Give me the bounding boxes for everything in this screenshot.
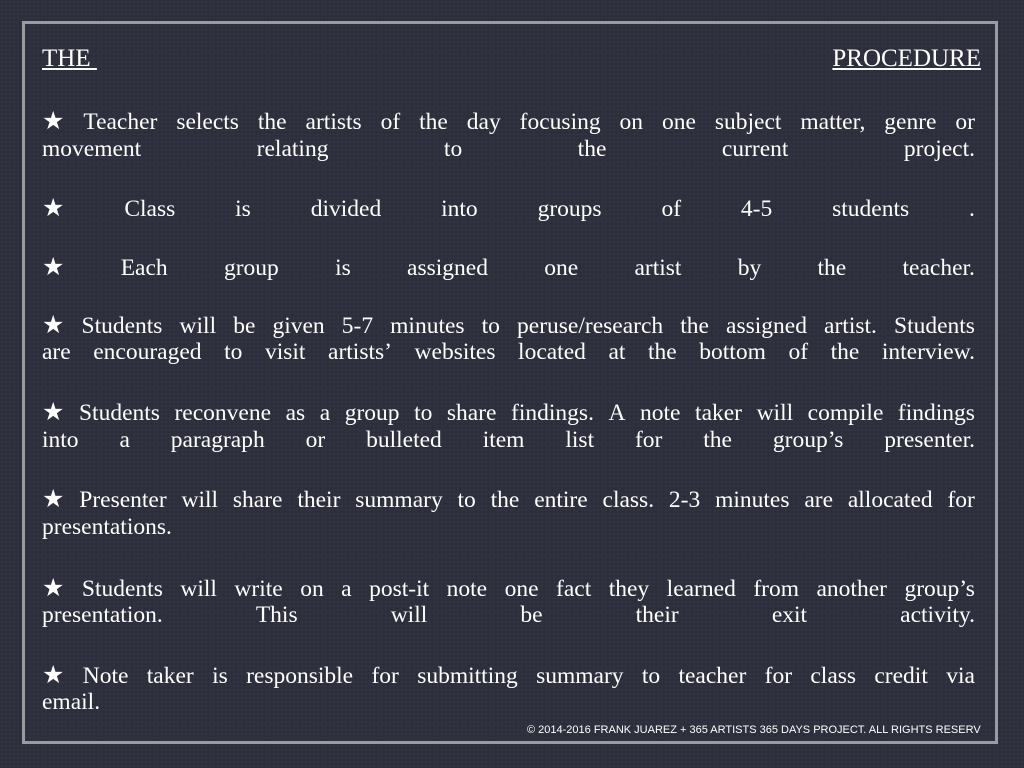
word: 4-5: [740, 196, 773, 222]
word: to: [224, 339, 243, 365]
word: artists’: [328, 339, 392, 365]
word: groups: [537, 196, 602, 222]
word: another: [816, 576, 887, 602]
word: bottom: [699, 339, 766, 365]
word: students: [832, 196, 910, 222]
word: to: [481, 313, 500, 339]
word: to: [641, 663, 661, 689]
word: teacher: [678, 663, 747, 689]
word: or: [955, 109, 975, 135]
word: the: [577, 136, 607, 162]
word: from: [753, 576, 799, 602]
word: Note: [82, 663, 129, 689]
word: A: [608, 400, 626, 426]
word: current: [721, 136, 789, 162]
word: at: [608, 339, 626, 365]
word: Students: [81, 313, 163, 339]
word: group’s: [904, 576, 975, 602]
word: to: [457, 487, 476, 513]
word: summary: [355, 487, 443, 513]
word: the: [817, 255, 847, 281]
word: their: [297, 487, 341, 513]
word: write: [234, 576, 283, 602]
word: for: [947, 487, 975, 513]
star-bullet-icon: ★: [42, 108, 65, 135]
bullet-5-line-1: [42, 397, 975, 427]
word: class.: [602, 487, 655, 513]
word: 2-3: [668, 487, 701, 513]
word: Students: [894, 313, 975, 339]
word: on: [300, 576, 324, 602]
word: for: [764, 663, 793, 689]
word: of: [788, 339, 809, 365]
star-bullet-icon: ★: [42, 312, 65, 339]
word: presenter.: [884, 427, 975, 453]
word: the: [419, 109, 448, 135]
word: via: [946, 663, 975, 689]
word: learned: [666, 576, 736, 602]
word: bulleted: [366, 427, 442, 453]
word: will: [181, 487, 219, 513]
bullet-5-line-2: [42, 427, 975, 454]
star-bullet-icon: ★: [42, 399, 65, 426]
word: Class: [124, 196, 176, 222]
word: activity.: [900, 602, 975, 628]
word: post-it: [369, 576, 430, 602]
word: is: [212, 663, 228, 689]
word: into: [441, 196, 478, 222]
word: group’s: [772, 427, 844, 453]
word: artist.: [824, 313, 877, 339]
word: genre: [884, 109, 937, 135]
word: will: [756, 400, 794, 426]
bullet-6-line-1: [42, 484, 975, 514]
word: item: [482, 427, 525, 453]
word: note: [640, 400, 681, 426]
word: day: [466, 109, 501, 135]
word: Students: [78, 400, 160, 426]
title-procedure: PROCEDURE: [832, 45, 981, 72]
word: findings: [897, 400, 975, 426]
word: taker: [146, 663, 194, 689]
word: findings.: [511, 400, 594, 426]
word: be: [233, 313, 256, 339]
star-bullet-icon: ★: [42, 486, 65, 513]
word: Students: [81, 576, 163, 602]
word: websites: [414, 339, 496, 365]
bullet-8-line-2: email.: [42, 689, 101, 715]
word: minutes: [715, 487, 790, 513]
word: the: [680, 313, 709, 339]
word: peruse/research: [517, 313, 664, 339]
word: minutes: [390, 313, 465, 339]
word: artists: [305, 109, 362, 135]
bullet-1-line-2: [42, 136, 975, 163]
word: as: [285, 400, 306, 426]
word: responsible: [246, 663, 354, 689]
word: by: [737, 255, 762, 281]
word: be: [520, 602, 543, 628]
copyright-footer: © 2014-2016 FRANK JUAREZ + 365 ARTISTS 365 DAYS PROJECT. ALL RIGHTS RESERV: [527, 724, 981, 736]
word: share: [232, 487, 283, 513]
word: visit: [264, 339, 306, 365]
word: of: [661, 196, 682, 222]
word: artist: [634, 255, 682, 281]
word: are: [804, 487, 833, 513]
word: teacher.: [902, 255, 975, 281]
bullet-4-line-2: [42, 339, 975, 366]
word: the: [830, 339, 860, 365]
bullet-4-line-1: [42, 310, 975, 340]
word: Presenter: [79, 487, 167, 513]
word: their: [635, 602, 679, 628]
word: paragraph: [170, 427, 265, 453]
word: entire: [534, 487, 588, 513]
star-bullet-icon: ★: [42, 575, 65, 602]
word: of: [380, 109, 401, 135]
word: for: [371, 663, 399, 689]
word: selects: [176, 109, 239, 135]
word: to: [414, 400, 433, 426]
word: submitting: [417, 663, 518, 689]
word: they: [608, 576, 650, 602]
word: interview.: [881, 339, 975, 365]
word: encouraged: [93, 339, 202, 365]
word: taker: [695, 400, 743, 426]
word: given: [272, 313, 325, 339]
word: summary: [536, 663, 624, 689]
word: group: [344, 400, 400, 426]
word: are: [42, 339, 71, 365]
word: will: [180, 576, 217, 602]
star-bullet-icon: ★: [42, 662, 65, 689]
star-bullet-icon: ★: [42, 195, 65, 222]
bullet-1-line-1: [42, 106, 975, 136]
word: divided: [310, 196, 382, 222]
word: credit: [874, 663, 928, 689]
word: reconvene: [174, 400, 272, 426]
word: Each: [120, 255, 168, 281]
word: exit: [771, 602, 808, 628]
word: or: [305, 427, 326, 453]
word: movement: [42, 136, 142, 162]
title-the: THE: [42, 45, 97, 72]
word: assigned: [407, 255, 488, 281]
bullet-3-line-1: [42, 252, 975, 282]
word: is: [235, 196, 251, 222]
word: will: [390, 602, 428, 628]
word: matter,: [800, 109, 866, 135]
word: relating: [256, 136, 329, 162]
word: the: [257, 109, 287, 135]
word: compile: [807, 400, 884, 426]
word: project.: [903, 136, 975, 162]
bullet-8-line-1: [42, 660, 975, 690]
word: allocated: [847, 487, 933, 513]
word: one: [504, 576, 539, 602]
word: the: [703, 427, 732, 453]
word: share: [446, 400, 497, 426]
word: fact: [556, 576, 592, 602]
word: This: [255, 602, 298, 628]
word: list: [565, 427, 595, 453]
word: presentation.: [42, 602, 163, 628]
word: a: [319, 400, 331, 426]
bullet-6-line-2: presentations.: [42, 514, 172, 540]
word: note: [446, 576, 488, 602]
word: Teacher: [83, 109, 158, 135]
word: will: [179, 313, 217, 339]
bullet-2-line-1: [42, 193, 975, 223]
word: subject: [714, 109, 782, 135]
word: 5-7: [341, 313, 374, 339]
word: to: [443, 136, 463, 162]
word: the: [648, 339, 677, 365]
word: class: [810, 663, 857, 689]
star-bullet-icon: ★: [42, 254, 65, 281]
bullet-7-line-1: [42, 573, 975, 603]
word: on: [619, 109, 644, 135]
word: group: [223, 255, 279, 281]
word: located: [518, 339, 586, 365]
word: a: [119, 427, 130, 453]
word: into: [42, 427, 79, 453]
word: the: [490, 487, 520, 513]
word: a: [341, 576, 352, 602]
word: one: [544, 255, 579, 281]
bullet-7-line-2: [42, 602, 975, 629]
word: is: [335, 255, 351, 281]
word: one: [661, 109, 696, 135]
word: assigned: [726, 313, 807, 339]
word: .: [969, 196, 975, 222]
word: focusing: [519, 109, 601, 135]
word: for: [634, 427, 663, 453]
